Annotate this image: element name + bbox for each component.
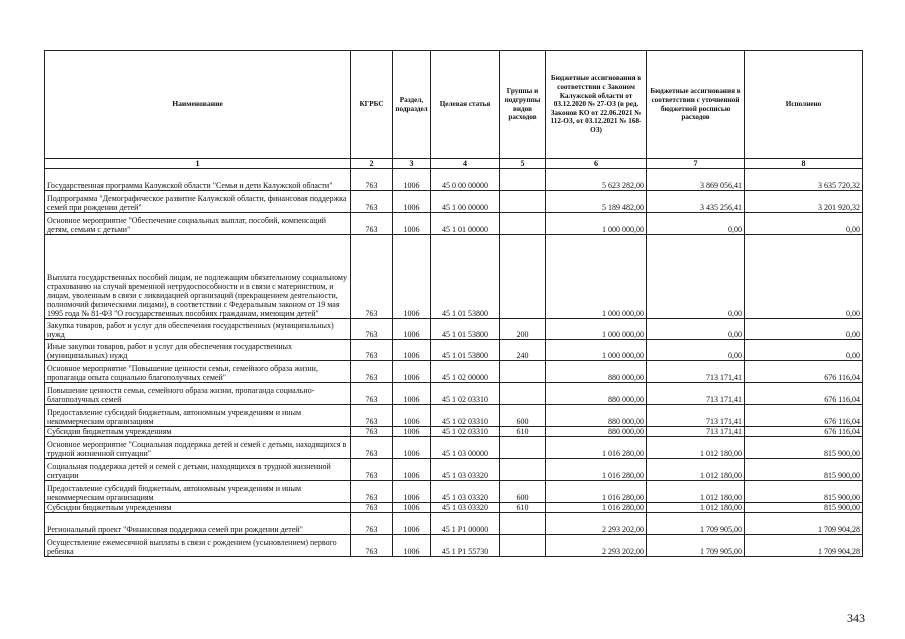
row-executed-cell: 1 709 904,28 <box>745 513 863 535</box>
row-group-cell <box>500 513 546 535</box>
row-name-cell: Основное мероприятие "Обеспечение социальных выплат, пособий, компенсаций детям, семьям с детьми" <box>45 213 351 235</box>
header-kgrbs: КГРБС <box>351 51 393 159</box>
row-kgrbs-cell: 763 <box>351 319 393 340</box>
row-kgrbs-cell: 763 <box>351 427 393 437</box>
table-row <box>45 361 863 383</box>
row-assigned-cell: 880 000,00 <box>546 405 647 427</box>
column-number: 4 <box>431 159 500 169</box>
row-executed-cell: 0,00 <box>745 213 863 235</box>
column-number: 5 <box>500 159 546 169</box>
row-name-cell: Региональный проект "Финансовая поддержка семей при рождении детей" <box>45 513 351 535</box>
header-assigned: Бюджетные ассигнования в соответствии с Законом Калужской области от 03.12.2020 № 27-ОЗ (в ред. Законов КО от 22.06.2021 № 112-ОЗ, от 03.12.2021 № 168-ОЗ) <box>546 51 647 159</box>
row-name-cell: Субсидии бюджетным учреждениям <box>45 427 351 437</box>
row-executed-cell: 676 116,04 <box>745 405 863 427</box>
row-target-cell: 45 1 P1 00000 <box>431 513 500 535</box>
row-name-cell: Закупка товаров, работ и услуг для обеспечения государственных (муниципальных) нужд <box>45 319 351 340</box>
table-row <box>45 437 863 459</box>
row-group-cell: 610 <box>500 427 546 437</box>
row-target-cell: 45 1 01 00000 <box>431 213 500 235</box>
column-number: 7 <box>647 159 745 169</box>
row-executed-cell: 0,00 <box>745 235 863 319</box>
table-row <box>45 481 863 503</box>
row-group-cell <box>500 383 546 405</box>
row-name-cell: Основное мероприятие "Повышение ценности семьи, семейного образа жизни, пропаганда опыта социально благополучных семей" <box>45 361 351 383</box>
row-kgrbs-cell: 763 <box>351 213 393 235</box>
row-name-cell: Государственная программа Калужской области "Семья и дети Калужской области" <box>45 169 351 191</box>
row-kgrbs-cell: 763 <box>351 361 393 383</box>
row-section-cell: 1006 <box>393 535 431 557</box>
row-group-cell <box>500 191 546 213</box>
row-kgrbs-cell: 763 <box>351 535 393 557</box>
row-clarified-cell: 0,00 <box>647 319 745 340</box>
row-target-cell: 45 1 01 53800 <box>431 340 500 361</box>
table-row <box>45 383 863 405</box>
row-section-cell: 1006 <box>393 405 431 427</box>
row-target-cell: 45 1 02 03310 <box>431 427 500 437</box>
header-group: Группы и подгруппы видов расходов <box>500 51 546 159</box>
row-clarified-cell: 1 709 905,00 <box>647 513 745 535</box>
row-clarified-cell: 1 012 180,00 <box>647 481 745 503</box>
row-kgrbs-cell: 763 <box>351 513 393 535</box>
row-name-cell: Выплата государственных пособий лицам, не подлежащим обязательному социальному страхованию на случай временной нетрудоспособности и в связи с материнством, и лицам, уволенным в связи с ликвидацией организаций (прекращением деятельности, полномочий физическими лицами), в соответствии с Федеральным законом от 19 мая 1995 года № 81-ФЗ "О государственных пособиях гражданам, имеющим детей" <box>45 235 351 319</box>
table-row <box>45 235 863 319</box>
row-kgrbs-cell: 763 <box>351 191 393 213</box>
row-clarified-cell: 713 171,41 <box>647 383 745 405</box>
row-group-cell: 600 <box>500 405 546 427</box>
row-kgrbs-cell: 763 <box>351 340 393 361</box>
column-number: 8 <box>745 159 863 169</box>
column-number-row <box>45 159 863 169</box>
table-row <box>45 427 863 437</box>
row-executed-cell: 815 900,00 <box>745 481 863 503</box>
row-executed-cell: 0,00 <box>745 340 863 361</box>
column-number: 6 <box>546 159 647 169</box>
table-row <box>45 191 863 213</box>
row-kgrbs-cell: 763 <box>351 481 393 503</box>
row-section-cell: 1006 <box>393 503 431 513</box>
row-clarified-cell: 0,00 <box>647 235 745 319</box>
row-executed-cell: 3 635 720,32 <box>745 169 863 191</box>
header-executed: Исполнено <box>745 51 863 159</box>
row-section-cell: 1006 <box>393 340 431 361</box>
row-assigned-cell: 1 016 280,00 <box>546 437 647 459</box>
table-row <box>45 169 863 191</box>
row-assigned-cell: 880 000,00 <box>546 361 647 383</box>
row-kgrbs-cell: 763 <box>351 437 393 459</box>
row-name-cell: Предоставление субсидий бюджетным, автономным учреждениям и иным некоммерческим организациям <box>45 405 351 427</box>
row-clarified-cell: 3 869 056,41 <box>647 169 745 191</box>
row-kgrbs-cell: 763 <box>351 405 393 427</box>
row-clarified-cell: 0,00 <box>647 340 745 361</box>
row-target-cell: 45 1 03 03320 <box>431 481 500 503</box>
row-clarified-cell: 3 435 256,41 <box>647 191 745 213</box>
row-group-cell <box>500 361 546 383</box>
row-executed-cell: 676 116,04 <box>745 361 863 383</box>
column-number: 3 <box>393 159 431 169</box>
row-assigned-cell: 2 293 202,00 <box>546 513 647 535</box>
row-section-cell: 1006 <box>393 235 431 319</box>
row-target-cell: 45 1 03 00000 <box>431 437 500 459</box>
row-target-cell: 45 1 03 03320 <box>431 503 500 513</box>
row-assigned-cell: 1 016 280,00 <box>546 503 647 513</box>
row-executed-cell: 815 900,00 <box>745 437 863 459</box>
row-executed-cell: 676 116,04 <box>745 383 863 405</box>
row-section-cell: 1006 <box>393 169 431 191</box>
row-executed-cell: 0,00 <box>745 319 863 340</box>
row-name-cell: Предоставление субсидий бюджетным, автономным учреждениям и иным некоммерческим организациям <box>45 481 351 503</box>
row-assigned-cell: 1 000 000,00 <box>546 340 647 361</box>
row-clarified-cell: 713 171,41 <box>647 361 745 383</box>
table-row <box>45 459 863 481</box>
row-group-cell <box>500 169 546 191</box>
row-target-cell: 45 1 02 03310 <box>431 383 500 405</box>
row-target-cell: 45 1 03 03320 <box>431 459 500 481</box>
row-assigned-cell: 1 000 000,00 <box>546 235 647 319</box>
row-name-cell: Иные закупки товаров, работ и услуг для обеспечения государственных (муниципальных) нужд <box>45 340 351 361</box>
row-section-cell: 1006 <box>393 437 431 459</box>
table-row <box>45 405 863 427</box>
row-target-cell: 45 1 02 03310 <box>431 405 500 427</box>
row-target-cell: 45 1 P1 55730 <box>431 535 500 557</box>
header-section: Раздел, подраздел <box>393 51 431 159</box>
row-assigned-cell: 2 293 202,00 <box>546 535 647 557</box>
row-executed-cell: 815 900,00 <box>745 503 863 513</box>
row-group-cell <box>500 459 546 481</box>
row-clarified-cell: 713 171,41 <box>647 427 745 437</box>
table-row <box>45 213 863 235</box>
row-group-cell: 600 <box>500 481 546 503</box>
row-clarified-cell: 1 012 180,00 <box>647 459 745 481</box>
row-executed-cell: 676 116,04 <box>745 427 863 437</box>
row-name-cell: Основное мероприятие "Социальная поддержка детей и семей с детьми, находящихся в трудной жизненной ситуации" <box>45 437 351 459</box>
row-assigned-cell: 5 623 282,00 <box>546 169 647 191</box>
row-target-cell: 45 1 01 53800 <box>431 235 500 319</box>
table-row <box>45 513 863 535</box>
row-name-cell: Осуществление ежемесячной выплаты в связи с рождением (усыновлением) первого ребенка <box>45 535 351 557</box>
row-assigned-cell: 5 189 482,00 <box>546 191 647 213</box>
table-row <box>45 340 863 361</box>
row-clarified-cell: 1 012 180,00 <box>647 437 745 459</box>
table-row <box>45 535 863 557</box>
header-clarified: Бюджетные ассигнования в соответствии с уточненной бюджетной росписью расходов <box>647 51 745 159</box>
row-assigned-cell: 880 000,00 <box>546 383 647 405</box>
row-section-cell: 1006 <box>393 481 431 503</box>
row-target-cell: 45 1 02 00000 <box>431 361 500 383</box>
row-group-cell <box>500 437 546 459</box>
header-target: Целевая статья <box>431 51 500 159</box>
budget-execution-table <box>44 50 863 557</box>
row-group-cell: 610 <box>500 503 546 513</box>
row-group-cell: 200 <box>500 319 546 340</box>
row-kgrbs-cell: 763 <box>351 503 393 513</box>
row-section-cell: 1006 <box>393 459 431 481</box>
table-row <box>45 503 863 513</box>
row-kgrbs-cell: 763 <box>351 235 393 319</box>
row-assigned-cell: 1 016 280,00 <box>546 481 647 503</box>
row-kgrbs-cell: 763 <box>351 459 393 481</box>
row-clarified-cell: 0,00 <box>647 213 745 235</box>
row-group-cell <box>500 213 546 235</box>
row-executed-cell: 1 709 904,28 <box>745 535 863 557</box>
row-section-cell: 1006 <box>393 383 431 405</box>
row-section-cell: 1006 <box>393 361 431 383</box>
row-target-cell: 45 1 00 00000 <box>431 191 500 213</box>
row-section-cell: 1006 <box>393 213 431 235</box>
row-assigned-cell: 880 000,00 <box>546 427 647 437</box>
row-group-cell <box>500 535 546 557</box>
table-row <box>45 319 863 340</box>
table-body <box>45 169 863 557</box>
header-name: Наименование <box>45 51 351 159</box>
row-section-cell: 1006 <box>393 191 431 213</box>
row-group-cell: 240 <box>500 340 546 361</box>
row-clarified-cell: 713 171,41 <box>647 405 745 427</box>
column-number: 2 <box>351 159 393 169</box>
row-name-cell: Социальная поддержка детей и семей с детьми, находящихся в трудной жизненной ситуации <box>45 459 351 481</box>
row-target-cell: 45 0 00 00000 <box>431 169 500 191</box>
row-clarified-cell: 1 012 180,00 <box>647 503 745 513</box>
row-name-cell: Субсидии бюджетным учреждениям <box>45 503 351 513</box>
row-section-cell: 1006 <box>393 319 431 340</box>
row-executed-cell: 815 900,00 <box>745 459 863 481</box>
row-assigned-cell: 1 000 000,00 <box>546 213 647 235</box>
row-assigned-cell: 1 000 000,00 <box>546 319 647 340</box>
row-name-cell: Подпрограмма "Демографическое развитие Калужской области, финансовая поддержка семей при рождении детей" <box>45 191 351 213</box>
row-target-cell: 45 1 01 53800 <box>431 319 500 340</box>
page-number: 343 <box>847 611 865 625</box>
row-clarified-cell: 1 709 905,00 <box>647 535 745 557</box>
row-section-cell: 1006 <box>393 427 431 437</box>
row-section-cell: 1006 <box>393 513 431 535</box>
table-header-row <box>45 51 863 159</box>
row-kgrbs-cell: 763 <box>351 383 393 405</box>
row-name-cell: Повышение ценности семьи, семейного образа жизни, пропаганда социально-благополучных семей <box>45 383 351 405</box>
row-kgrbs-cell: 763 <box>351 169 393 191</box>
row-executed-cell: 3 201 920,32 <box>745 191 863 213</box>
row-assigned-cell: 1 016 280,00 <box>546 459 647 481</box>
row-group-cell <box>500 235 546 319</box>
column-number: 1 <box>45 159 351 169</box>
